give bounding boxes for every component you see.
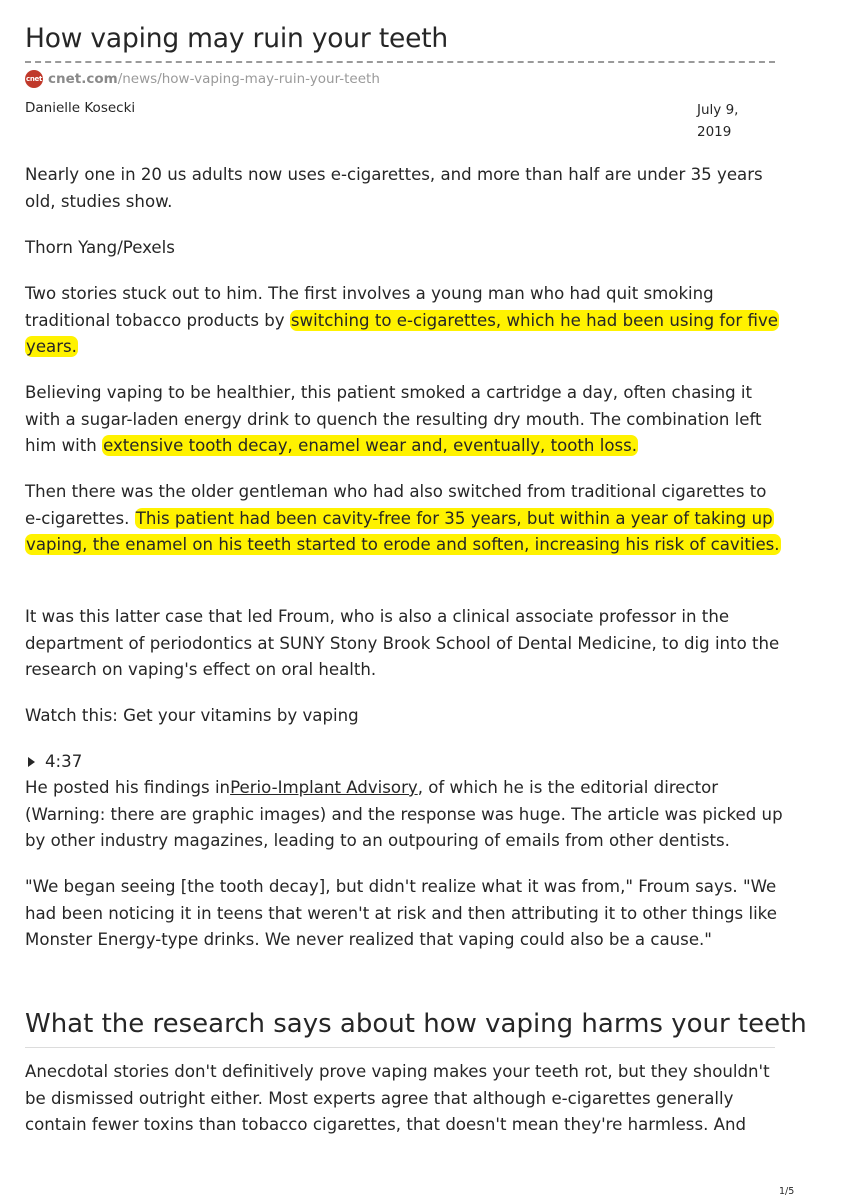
section-divider [25, 1047, 775, 1048]
author-name: Danielle Kosecki [25, 100, 136, 116]
page-number: 1/5 [779, 1186, 795, 1197]
play-icon[interactable] [28, 757, 35, 767]
source-domain: cnet.com [48, 71, 118, 87]
paragraph-6: It was this latter case that led Froum, who is also a clinical associate professor in the department of periodontics at SUNY Stony Brook School of Dental Medicine, to dig into the research on vaping's effect on oral health. [25, 607, 780, 679]
paragraph-4 [25, 380, 785, 460]
article-title: How vaping may ruin your teeth [25, 23, 449, 54]
image-credit: Thorn Yang/Pexels [25, 238, 175, 257]
paragraph-9: "We began seeing [the tooth decay], but didn't realize what it was from," Froum says. "We had been noticing it in teens that weren't at risk and then attributing it to other things like Monster Energy-type drinks. We never realized that vaping could also be a cause." [25, 877, 777, 949]
source-path: /news/how-vaping-may-ruin-your-teeth [117, 71, 380, 87]
paragraph-8-text-2: , of which he is the editorial director (Warning: there are graphic images) and the response was huge. The article was picked up by other industry magazines, leading to an outpouring of emails from other dentists. [25, 778, 783, 850]
video-duration: 4:37 [45, 752, 83, 771]
paragraph-8 [25, 775, 785, 855]
section-heading: What the research says about how vaping harms your teeth [25, 1009, 807, 1039]
video-caption: Watch this: Get your vitamins by vaping [25, 706, 359, 725]
highlight-2: extensive tooth decay, enamel wear and, eventually, tooth loss. [103, 436, 638, 455]
paragraph-5 [25, 479, 785, 559]
paragraph-3-text: Two stories stuck out to him. The first involves a young man who had quit smoking traditional tobacco products by [25, 284, 714, 330]
video-player[interactable] [25, 750, 82, 774]
perio-implant-advisory-link[interactable]: Perio-Implant Advisory [230, 778, 418, 797]
highlight-1: switching to e-cigarettes, which he had been using for five years. [26, 310, 778, 356]
paragraph-5-text: Then there was the older gentleman who had also switched from traditional cigarettes to e-cigarettes. [25, 482, 767, 528]
highlight-3: This patient had been cavity-free for 35 years, but within a year of taking up vaping, the enamel on his teeth started to erode and soften, increasing his risk of cavities. [26, 508, 780, 554]
cnet-logo-icon: cnet [25, 70, 43, 88]
source-link[interactable] [25, 69, 380, 89]
publish-date: July 9, 2019 [697, 102, 739, 140]
paragraph-10: Anecdotal stories don't definitively prove vaping makes your teeth rot, but they shouldn't be dismissed outright either. Most experts agree that although e-cigarettes generally contain fewer toxins than tobacco cigarettes, that doesn't mean they're harmless. And [25, 1062, 770, 1134]
paragraph-8-text: He posted his findings in [25, 778, 231, 797]
title-divider [25, 61, 775, 63]
paragraph-1: Nearly one in 20 us adults now uses e-cigarettes, and more than half are under 35 years old, studies show. [25, 165, 763, 211]
paragraph-3 [25, 281, 785, 361]
paragraph-4-text: Believing vaping to be healthier, this patient smoked a cartridge a day, often chasing it with a sugar-laden energy drink to quench the resulting dry mouth. The combination left him with [25, 383, 762, 455]
